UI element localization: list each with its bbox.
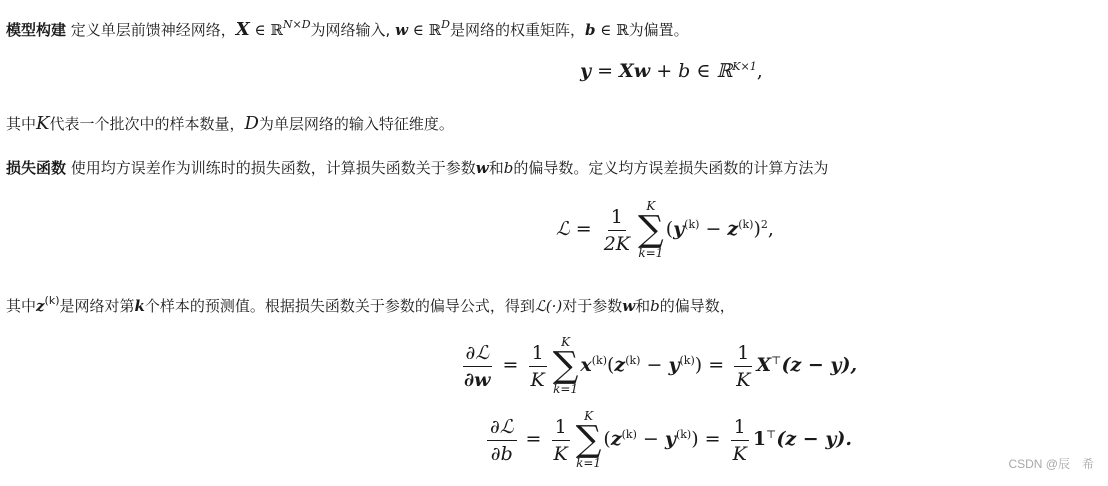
math-op: = bbox=[519, 428, 548, 450]
denominator: K bbox=[732, 442, 747, 465]
summation bbox=[553, 336, 579, 396]
text: 和 bbox=[488, 159, 504, 177]
denominator: ∂w bbox=[464, 368, 491, 391]
equation-grad-w bbox=[458, 336, 857, 396]
math-X: X bbox=[235, 19, 250, 40]
math-sup: 2 bbox=[760, 218, 768, 231]
model-construction-heading: 模型构建 bbox=[6, 21, 67, 39]
math-w: w bbox=[395, 21, 409, 39]
fraction bbox=[551, 415, 571, 466]
math-z: z bbox=[610, 428, 622, 450]
numerator: 1 bbox=[608, 205, 626, 231]
sum-lower: k=1 bbox=[638, 246, 664, 260]
summation bbox=[638, 200, 664, 260]
paren: ( bbox=[607, 354, 615, 376]
sigma-icon: ∑ bbox=[575, 419, 602, 460]
loss-function-heading: 损失函数 bbox=[6, 159, 67, 177]
math-L: ℒ(·) bbox=[534, 297, 563, 315]
math-op: − bbox=[699, 218, 728, 240]
sum-lower: k=1 bbox=[553, 382, 579, 396]
math-punct: , bbox=[756, 60, 763, 82]
denominator: K bbox=[736, 368, 751, 391]
math-Xw: Xw bbox=[619, 60, 651, 82]
text: 定义单层前馈神经网络， bbox=[66, 21, 236, 39]
summation bbox=[576, 410, 602, 470]
math-y: y bbox=[664, 428, 676, 450]
numerator: 1 bbox=[731, 415, 749, 441]
math-y: y bbox=[668, 354, 680, 376]
math-D: D bbox=[244, 113, 259, 134]
text: 其中 bbox=[6, 115, 37, 133]
equation-forward bbox=[580, 60, 763, 82]
numerator: 1 bbox=[529, 341, 547, 367]
fraction bbox=[733, 341, 753, 392]
math-X: X bbox=[756, 354, 772, 376]
math-sup: (k) bbox=[621, 428, 637, 441]
text: 代表一个批次中的样本数量， bbox=[49, 115, 245, 133]
model-construction-paragraph bbox=[6, 14, 689, 41]
math-sup: (k) bbox=[679, 354, 695, 367]
text: 对于参数 bbox=[562, 297, 623, 315]
math-K: K bbox=[36, 113, 50, 134]
fraction bbox=[528, 341, 548, 392]
sigma-icon: ∑ bbox=[637, 209, 664, 250]
text: 为偏置。 bbox=[628, 21, 689, 39]
math-in-R: ∈ ℝ bbox=[595, 21, 629, 39]
math-sup: (k) bbox=[684, 218, 700, 231]
csdn-watermark: CSDN @辰 希 bbox=[1008, 457, 1094, 471]
math-op: = bbox=[591, 60, 620, 82]
sum-upper: K bbox=[584, 409, 594, 423]
equation-mse-loss bbox=[556, 200, 774, 260]
math-op: = bbox=[698, 428, 727, 450]
fraction bbox=[487, 415, 517, 466]
fraction bbox=[461, 341, 494, 392]
math-z: z bbox=[727, 218, 739, 240]
numerator: 1 bbox=[734, 341, 752, 367]
paren: ) bbox=[694, 354, 703, 376]
paren: ) bbox=[691, 428, 699, 450]
math-z: z bbox=[614, 354, 626, 376]
math-op: − bbox=[640, 354, 669, 376]
text: 是网络的权重矩阵， bbox=[449, 21, 585, 39]
sum-upper: K bbox=[561, 335, 571, 349]
text: 的偏导数， bbox=[659, 297, 735, 315]
text: 使用均方误差作为训练时的损失函数，计算损失函数关于参数 bbox=[66, 159, 476, 177]
math-tail: (z − y), bbox=[781, 354, 858, 376]
math-k: k bbox=[134, 297, 145, 315]
numerator: ∂ℒ bbox=[463, 341, 493, 367]
math-b: b bbox=[584, 21, 596, 39]
numerator: ∂ℒ bbox=[487, 415, 517, 441]
sum-upper: K bbox=[646, 199, 656, 213]
paren: ( bbox=[665, 218, 674, 240]
denominator: 2K bbox=[603, 232, 630, 255]
math-in-R: ∈ ℝ bbox=[249, 21, 283, 39]
text: 为网络输入, bbox=[310, 21, 391, 39]
math-tail: (z − y). bbox=[776, 428, 852, 450]
math-sup: K×1 bbox=[732, 60, 757, 73]
math-b: b bbox=[503, 159, 514, 177]
paren: ) bbox=[753, 218, 761, 240]
text: 为单层网络的输入特征维度。 bbox=[258, 115, 454, 133]
math-sup: D bbox=[441, 18, 450, 31]
math-sup: (k) bbox=[625, 354, 641, 367]
text: 个样本的预测值。根据损失函数关于参数的偏导公式，得到 bbox=[144, 297, 535, 315]
math-op: − bbox=[636, 428, 665, 450]
math-transpose: ⊤ bbox=[771, 354, 782, 367]
math-op: = bbox=[569, 218, 598, 240]
math-L: ℒ bbox=[556, 218, 570, 240]
denominator: K bbox=[530, 368, 545, 391]
denominator: K bbox=[553, 442, 568, 465]
math-w: w bbox=[622, 297, 636, 315]
numerator: 1 bbox=[552, 415, 570, 441]
math-y: y bbox=[673, 218, 685, 240]
loss-function-paragraph bbox=[6, 157, 828, 179]
denominator: ∂b bbox=[490, 442, 513, 465]
text: 的偏导数。定义均方误差损失函数的计算方法为 bbox=[513, 159, 829, 177]
math-plus-b: + b ∈ ℝ bbox=[650, 60, 733, 82]
paren: ( bbox=[603, 428, 611, 450]
sigma-icon: ∑ bbox=[552, 345, 579, 386]
math-in-R: ∈ ℝ bbox=[408, 21, 442, 39]
math-transpose: ⊤ bbox=[766, 428, 777, 441]
math-op: = bbox=[702, 354, 731, 376]
prediction-paragraph bbox=[6, 290, 735, 317]
math-op: = bbox=[496, 354, 525, 376]
text: 是网络对第 bbox=[59, 297, 135, 315]
math-w: w bbox=[475, 159, 489, 177]
sum-lower: k=1 bbox=[576, 456, 602, 470]
math-x: x bbox=[580, 354, 592, 376]
fraction bbox=[730, 415, 750, 466]
math-sup: N×D bbox=[282, 18, 311, 31]
math-b: b bbox=[650, 297, 660, 315]
batch-description-paragraph bbox=[6, 113, 454, 135]
math-sup: (k) bbox=[44, 294, 60, 307]
fraction bbox=[601, 205, 633, 256]
text: 其中 bbox=[6, 297, 37, 315]
math-punct: , bbox=[767, 218, 774, 240]
equation-grad-b bbox=[484, 410, 852, 470]
math-ones: 1 bbox=[752, 428, 767, 450]
math-sup: (k) bbox=[738, 218, 754, 231]
math-sup: (k) bbox=[675, 428, 692, 441]
math-z: z bbox=[36, 297, 45, 315]
text: 和 bbox=[635, 297, 651, 315]
math-sup: (k) bbox=[591, 354, 607, 367]
math-y: y bbox=[580, 60, 592, 82]
